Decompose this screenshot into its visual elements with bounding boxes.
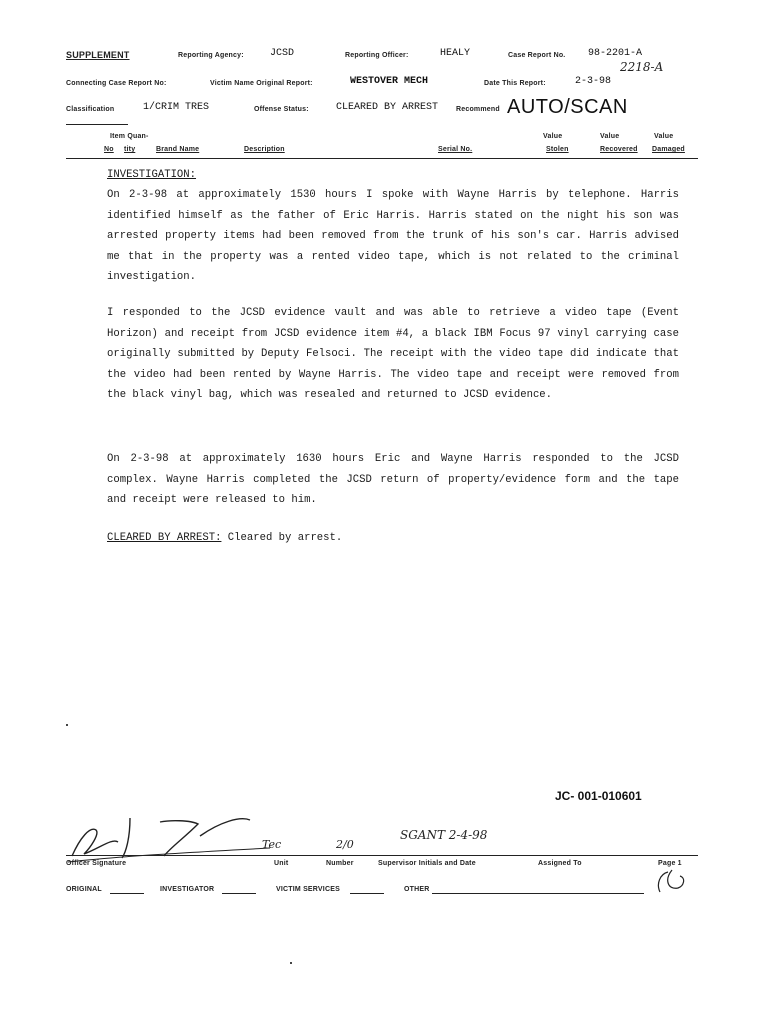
serial-label: Serial No. [438, 146, 473, 153]
assigned-label: Assigned To [538, 860, 582, 867]
unit-handwritten: Tec [262, 838, 282, 851]
value-label-1: Value [543, 133, 563, 140]
page-label: Page 1 [658, 860, 682, 867]
case-report-label: Case Report No. [508, 52, 566, 59]
victim-services-label: VICTIM SERVICES [276, 886, 340, 893]
header-divider-left [66, 124, 128, 125]
number-handwritten: 2/0 [336, 838, 354, 851]
auto-scan-stamp: AUTO/SCAN [507, 96, 628, 118]
signature-rule [66, 855, 698, 856]
victim-name-value: WESTOVER MECH [350, 76, 429, 87]
recovered-label: Recovered [600, 146, 638, 153]
reporting-agency-value: JCSD [270, 48, 295, 59]
reporting-officer-value: HEALY [440, 48, 471, 59]
case-report-value: 98-2201-A [588, 48, 643, 59]
value-label-2: Value [600, 133, 620, 140]
paragraph-3: On 2-3-98 at approximately 1630 hours Eric and Wayne Harris responded to the JCSD complex. Wayne Harris completed the JCSD return of property/evidence form and the tape and receipt were released to him. [107, 453, 679, 506]
reporting-agency-label: Reporting Agency: [178, 52, 244, 59]
recommend-label: Recommend [456, 106, 500, 113]
supervisor-handwritten: SGANT 2-4-98 [400, 828, 488, 842]
offense-status-label: Offense Status: [254, 106, 309, 113]
cleared-line [107, 528, 342, 549]
other-label: OTHER [404, 886, 430, 893]
classification-value: 1/CRIM TRES [143, 102, 210, 113]
tity-label: tity [124, 146, 136, 153]
officer-signature-image [60, 808, 280, 868]
item-quan-label: Item Quan- [110, 133, 149, 140]
original-line [110, 893, 144, 894]
other-line [432, 893, 644, 894]
unit-label: Unit [274, 860, 289, 867]
investigator-line [222, 893, 256, 894]
form-title: SUPPLEMENT [66, 50, 130, 60]
stolen-label: Stolen [546, 146, 569, 153]
bottom-mark [290, 962, 292, 964]
victim-name-label: Victim Name Original Report: [210, 80, 313, 87]
classification-label: Classification [66, 106, 115, 113]
date-report-value: 2-3-98 [575, 76, 612, 87]
number-label: Number [326, 860, 354, 867]
damaged-label: Damaged [652, 146, 685, 153]
original-label: ORIGINAL [66, 886, 102, 893]
margin-mark [66, 724, 68, 726]
brand-label: Brand Name [156, 146, 200, 153]
officer-signature-label: Officer Signature [66, 860, 127, 867]
no-label: No [104, 146, 114, 153]
initials-scribble [650, 866, 700, 896]
supervisor-label: Supervisor Initials and Date [378, 860, 476, 867]
investigation-heading: INVESTIGATION: [107, 169, 197, 181]
value-label-3: Value [654, 133, 674, 140]
table-header-rule [66, 158, 698, 159]
cleared-heading: CLEARED BY ARREST: [107, 532, 222, 544]
case-report-handwritten: 2218-A [620, 60, 664, 74]
cleared-text: Cleared by arrest. [221, 532, 343, 544]
investigator-label: INVESTIGATOR [160, 886, 215, 893]
description-label: Description [244, 146, 285, 153]
paragraph-2: I responded to the JCSD evidence vault and was able to retrieve a video tape (Event Horizon) and receipt from JCSD evidence item #4, a black IBM Focus 97 vinyl carrying case originally submitted by Deputy Felsoci. The receipt with the video tape did indicate that the video had been rented by Wayne Harris. The video tape and receipt were removed from the black vinyl bag, which was resealed and returned to JCSD evidence. [107, 307, 679, 401]
document-id: JC- 001-010601 [555, 789, 642, 803]
offense-status-value: CLEARED BY ARREST [336, 102, 439, 113]
victim-services-line [350, 893, 384, 894]
connecting-case-label: Connecting Case Report No: [66, 80, 167, 87]
reporting-officer-label: Reporting Officer: [345, 52, 409, 59]
date-report-label: Date This Report: [484, 80, 546, 87]
paragraph-1: On 2-3-98 at approximately 1530 hours I spoke with Wayne Harris by telephone. Harris identified himself as the father of Eric Harris. Harris stated on the night his son was arrested property items had been removed from the trunk of his son's car. Harris advised me that in the property was a rented video tape, which is not related to the criminal investigation. [107, 189, 679, 283]
